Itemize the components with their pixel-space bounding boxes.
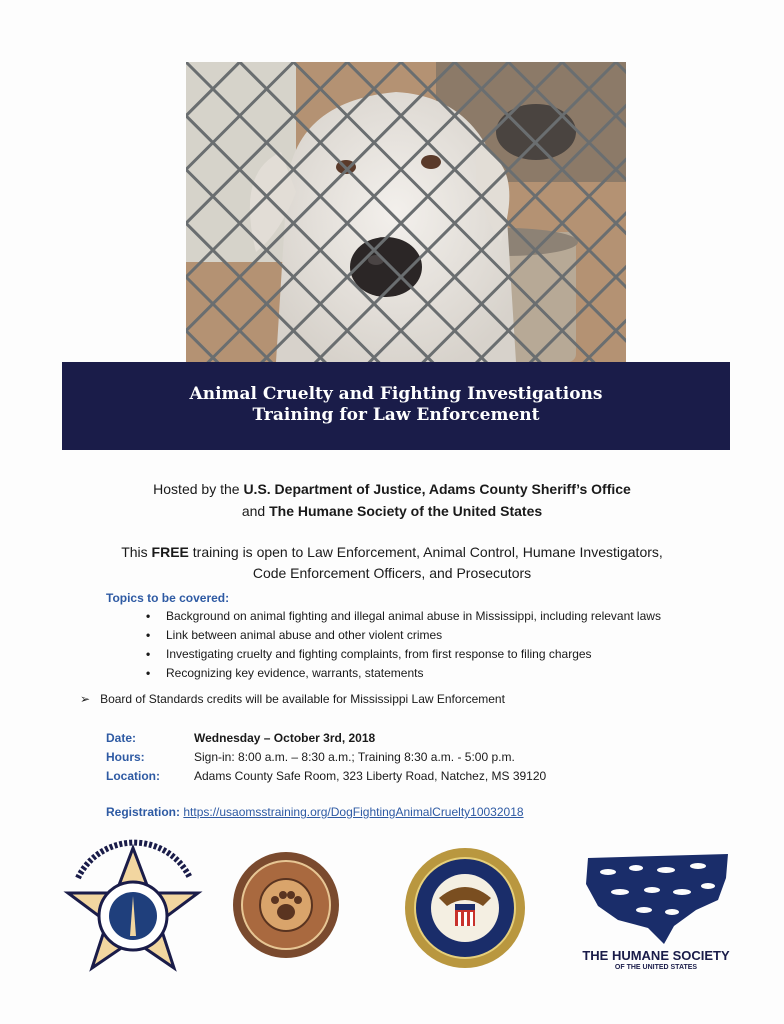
free-prefix: This	[121, 544, 152, 560]
location-value: Adams County Safe Room, 323 Liberty Road, Natchez, MS 39120	[194, 769, 547, 783]
sheriffs-association-logo	[58, 838, 208, 988]
title-line-2: Training for Law Enforcement	[252, 405, 540, 425]
topics-heading: Topics to be covered:	[106, 591, 230, 605]
hsus-name: THE HUMANE SOCIETY	[582, 948, 730, 963]
date-value: Wednesday – October 3rd, 2018	[194, 731, 376, 745]
title-banner	[62, 362, 730, 450]
location-label: Location:	[106, 769, 160, 783]
hosted-prefix: Hosted by the	[153, 481, 244, 497]
topic-item: • Recognizing key evidence, warrants, statements	[146, 664, 661, 683]
dog-behind-fence-photo	[186, 62, 626, 362]
hsus-animals-map-logo	[578, 848, 738, 946]
topics-list	[146, 607, 661, 683]
credits-text: Board of Standards credits will be available for Mississippi Law Enforcement	[100, 692, 505, 706]
free-training-notice	[0, 542, 784, 584]
free-line-2: Code Enforcement Officers, and Prosecutors	[252, 565, 532, 581]
hosted-orgs-2: The Humane Society of the United States	[269, 503, 543, 519]
registration-link[interactable]: https://usaomsstraining.org/DogFightingAnimalCruelty10032018	[183, 805, 524, 819]
topic-item: • Link between animal abuse and other violent crimes	[146, 626, 661, 645]
hosted-and: and	[241, 503, 270, 519]
hosted-orgs-1: U.S. Department of Justice, Adams County Sheriff’s Office	[243, 481, 631, 497]
title-line-1: Animal Cruelty and Fighting Investigations	[189, 384, 603, 404]
hours-label: Hours:	[106, 750, 145, 764]
registration-label: Registration:	[106, 805, 181, 819]
credits-note	[80, 692, 505, 706]
registration	[106, 805, 524, 819]
hsus-wordmark	[568, 948, 744, 971]
doj-seal	[403, 846, 527, 970]
law-enforcement-center-seal	[231, 850, 341, 960]
topic-item: • Background on animal fighting and illegal animal abuse in Mississippi, including relevant laws	[146, 607, 661, 626]
topic-item: • Investigating cruelty and fighting complaints, from first response to filing charges	[146, 645, 661, 664]
hosted-by	[0, 478, 784, 522]
hsus-subtitle: OF THE UNITED STATES	[614, 964, 698, 971]
date-label: Date:	[106, 731, 137, 745]
arrow-bullet-icon: ➢	[80, 692, 91, 706]
hours-value: Sign-in: 8:00 a.m. – 8:30 a.m.; Training 8:30 a.m. - 5:00 p.m.	[194, 750, 515, 764]
free-line-1: training is open to Law Enforcement, Animal Control, Humane Investigators,	[188, 544, 663, 560]
event-details	[106, 729, 546, 786]
free-word: FREE	[151, 544, 189, 560]
